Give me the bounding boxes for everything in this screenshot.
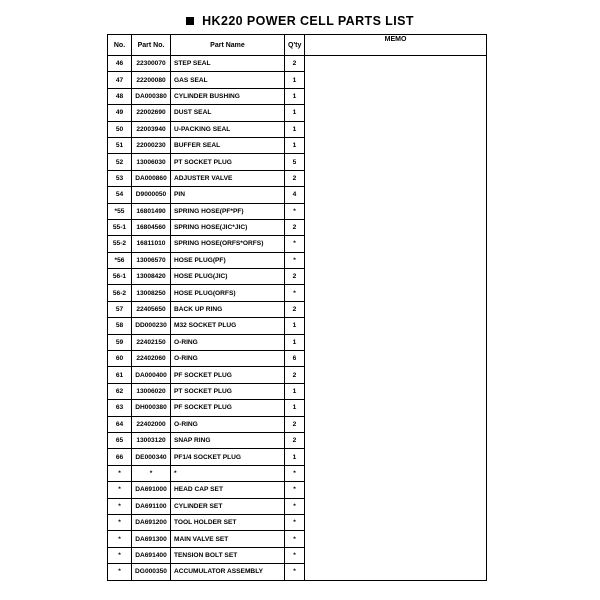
cell-part-no: 22300070	[132, 56, 171, 72]
cell-no: *	[108, 465, 132, 481]
cell-no: *	[108, 482, 132, 498]
cell-no: *55	[108, 203, 132, 219]
cell-part-name: TENSION BOLT SET	[171, 547, 285, 563]
parts-table-body	[108, 56, 487, 581]
cell-part-name: HEAD CAP SET	[171, 482, 285, 498]
cell-part-no: DA691300	[132, 531, 171, 547]
table-row	[108, 56, 487, 72]
cell-part-no: 22002690	[132, 105, 171, 121]
cell-no: 58	[108, 318, 132, 334]
cell-part-name: SPRING HOSE(ORFS*ORFS)	[171, 236, 285, 252]
cell-part-no: DA691000	[132, 482, 171, 498]
cell-part-name: CYLINDER BUSHING	[171, 88, 285, 104]
header-qty: Q'ty	[285, 35, 305, 56]
cell-part-no: 13006030	[132, 154, 171, 170]
cell-part-no: 22405650	[132, 301, 171, 317]
cell-part-name: PF SOCKET PLUG	[171, 367, 285, 383]
cell-qty: *	[285, 482, 305, 498]
cell-part-name: HOSE PLUG(PF)	[171, 252, 285, 268]
table-header-row	[108, 35, 487, 56]
cell-part-name: PIN	[171, 187, 285, 203]
cell-part-no: 22402060	[132, 351, 171, 367]
cell-no: 52	[108, 154, 132, 170]
cell-part-no: 13008420	[132, 269, 171, 285]
cell-no: 59	[108, 334, 132, 350]
cell-part-no: DA691200	[132, 514, 171, 530]
page-title-text: HK220 POWER CELL PARTS LIST	[202, 14, 414, 28]
cell-part-name: HOSE PLUG(JIC)	[171, 269, 285, 285]
cell-part-name: SPRING HOSE(JIC*JIC)	[171, 219, 285, 235]
cell-qty: 1	[285, 400, 305, 416]
cell-part-no: 13006020	[132, 383, 171, 399]
page-title	[186, 14, 414, 28]
cell-part-no: 13003120	[132, 432, 171, 448]
cell-part-name: GAS SEAL	[171, 72, 285, 88]
cell-qty: 1	[285, 121, 305, 137]
cell-part-no: 22003940	[132, 121, 171, 137]
memo-column: MEMO	[305, 35, 487, 56]
title-area	[0, 12, 600, 30]
cell-qty: 2	[285, 56, 305, 72]
cell-qty: 2	[285, 219, 305, 235]
cell-part-name: TOOL HOLDER SET	[171, 514, 285, 530]
header-no: No.	[108, 35, 132, 56]
cell-part-no: 22402000	[132, 416, 171, 432]
cell-no: 66	[108, 449, 132, 465]
cell-no: 55-1	[108, 219, 132, 235]
cell-part-name: DUST SEAL	[171, 105, 285, 121]
cell-no: 56-2	[108, 285, 132, 301]
cell-qty: 5	[285, 154, 305, 170]
cell-no: 50	[108, 121, 132, 137]
cell-part-no: DA000860	[132, 170, 171, 186]
cell-qty: 6	[285, 351, 305, 367]
cell-part-name: O-RING	[171, 351, 285, 367]
cell-no: 61	[108, 367, 132, 383]
cell-no: *	[108, 498, 132, 514]
cell-no: 60	[108, 351, 132, 367]
cell-part-name: PF1/4 SOCKET PLUG	[171, 449, 285, 465]
square-bullet-icon	[186, 17, 194, 25]
cell-no: 48	[108, 88, 132, 104]
cell-no: 49	[108, 105, 132, 121]
cell-part-name: BUFFER SEAL	[171, 137, 285, 153]
cell-part-no: DA000380	[132, 88, 171, 104]
cell-part-name: BACK UP RING	[171, 301, 285, 317]
cell-part-no: DH000380	[132, 400, 171, 416]
cell-qty: 1	[285, 72, 305, 88]
cell-qty: *	[285, 531, 305, 547]
cell-part-name: ACCUMULATOR ASSEMBLY	[171, 564, 285, 580]
cell-part-no: 22402150	[132, 334, 171, 350]
cell-qty: 1	[285, 318, 305, 334]
cell-part-name: ADJUSTER VALVE	[171, 170, 285, 186]
cell-qty: 2	[285, 269, 305, 285]
header-part-name: Part Name	[171, 35, 285, 56]
cell-part-name: M32 SOCKET PLUG	[171, 318, 285, 334]
cell-qty: *	[285, 514, 305, 530]
cell-qty: 2	[285, 301, 305, 317]
cell-no: *	[108, 514, 132, 530]
cell-qty: 2	[285, 170, 305, 186]
cell-no: 53	[108, 170, 132, 186]
cell-no: 47	[108, 72, 132, 88]
cell-no: 55-2	[108, 236, 132, 252]
cell-part-no: D9000050	[132, 187, 171, 203]
cell-no: *	[108, 531, 132, 547]
cell-part-no: 22000230	[132, 137, 171, 153]
cell-part-name: O-RING	[171, 334, 285, 350]
cell-no: 63	[108, 400, 132, 416]
cell-part-no: 16801490	[132, 203, 171, 219]
parts-table	[107, 34, 487, 581]
cell-part-no: DA000400	[132, 367, 171, 383]
cell-part-no: 13006570	[132, 252, 171, 268]
cell-qty: 1	[285, 383, 305, 399]
cell-part-name: U-PACKING SEAL	[171, 121, 285, 137]
cell-part-name: SPRING HOSE(PF*PF)	[171, 203, 285, 219]
cell-no: 56-1	[108, 269, 132, 285]
cell-part-name: O-RING	[171, 416, 285, 432]
cell-qty: *	[285, 564, 305, 580]
cell-part-name: *	[171, 465, 285, 481]
cell-no: 46	[108, 56, 132, 72]
cell-no: *	[108, 564, 132, 580]
cell-part-name: SNAP RING	[171, 432, 285, 448]
cell-part-name: PF SOCKET PLUG	[171, 400, 285, 416]
cell-part-name: HOSE PLUG(ORFS)	[171, 285, 285, 301]
cell-qty: *	[285, 465, 305, 481]
cell-qty: 1	[285, 88, 305, 104]
cell-no: 54	[108, 187, 132, 203]
cell-no: 64	[108, 416, 132, 432]
cell-part-no: DD000230	[132, 318, 171, 334]
cell-part-no: DE000340	[132, 449, 171, 465]
cell-part-name: PT SOCKET PLUG	[171, 383, 285, 399]
cell-qty: 2	[285, 367, 305, 383]
cell-part-name: MAIN VALVE SET	[171, 531, 285, 547]
cell-qty: 2	[285, 432, 305, 448]
cell-qty: *	[285, 547, 305, 563]
cell-part-no: *	[132, 465, 171, 481]
cell-no: 65	[108, 432, 132, 448]
cell-qty: 1	[285, 105, 305, 121]
cell-part-no: DG000350	[132, 564, 171, 580]
cell-qty: 1	[285, 334, 305, 350]
cell-qty: *	[285, 498, 305, 514]
cell-qty: 1	[285, 137, 305, 153]
cell-qty: *	[285, 285, 305, 301]
cell-no: *	[108, 547, 132, 563]
cell-part-name: STEP SEAL	[171, 56, 285, 72]
cell-qty: *	[285, 252, 305, 268]
cell-no: *56	[108, 252, 132, 268]
cell-part-no: 16811010	[132, 236, 171, 252]
cell-qty: *	[285, 236, 305, 252]
memo-area	[305, 56, 487, 581]
cell-part-no: 13008250	[132, 285, 171, 301]
cell-part-no: DA691400	[132, 547, 171, 563]
cell-qty: 2	[285, 416, 305, 432]
header-part-no: Part No.	[132, 35, 171, 56]
cell-part-name: PT SOCKET PLUG	[171, 154, 285, 170]
cell-part-name: CYLINDER SET	[171, 498, 285, 514]
cell-qty: 1	[285, 449, 305, 465]
cell-qty: 4	[285, 187, 305, 203]
cell-no: 62	[108, 383, 132, 399]
cell-part-no: 22200080	[132, 72, 171, 88]
cell-part-no: 16804560	[132, 219, 171, 235]
cell-qty: *	[285, 203, 305, 219]
cell-no: 51	[108, 137, 132, 153]
cell-no: 57	[108, 301, 132, 317]
cell-part-no: DA691100	[132, 498, 171, 514]
